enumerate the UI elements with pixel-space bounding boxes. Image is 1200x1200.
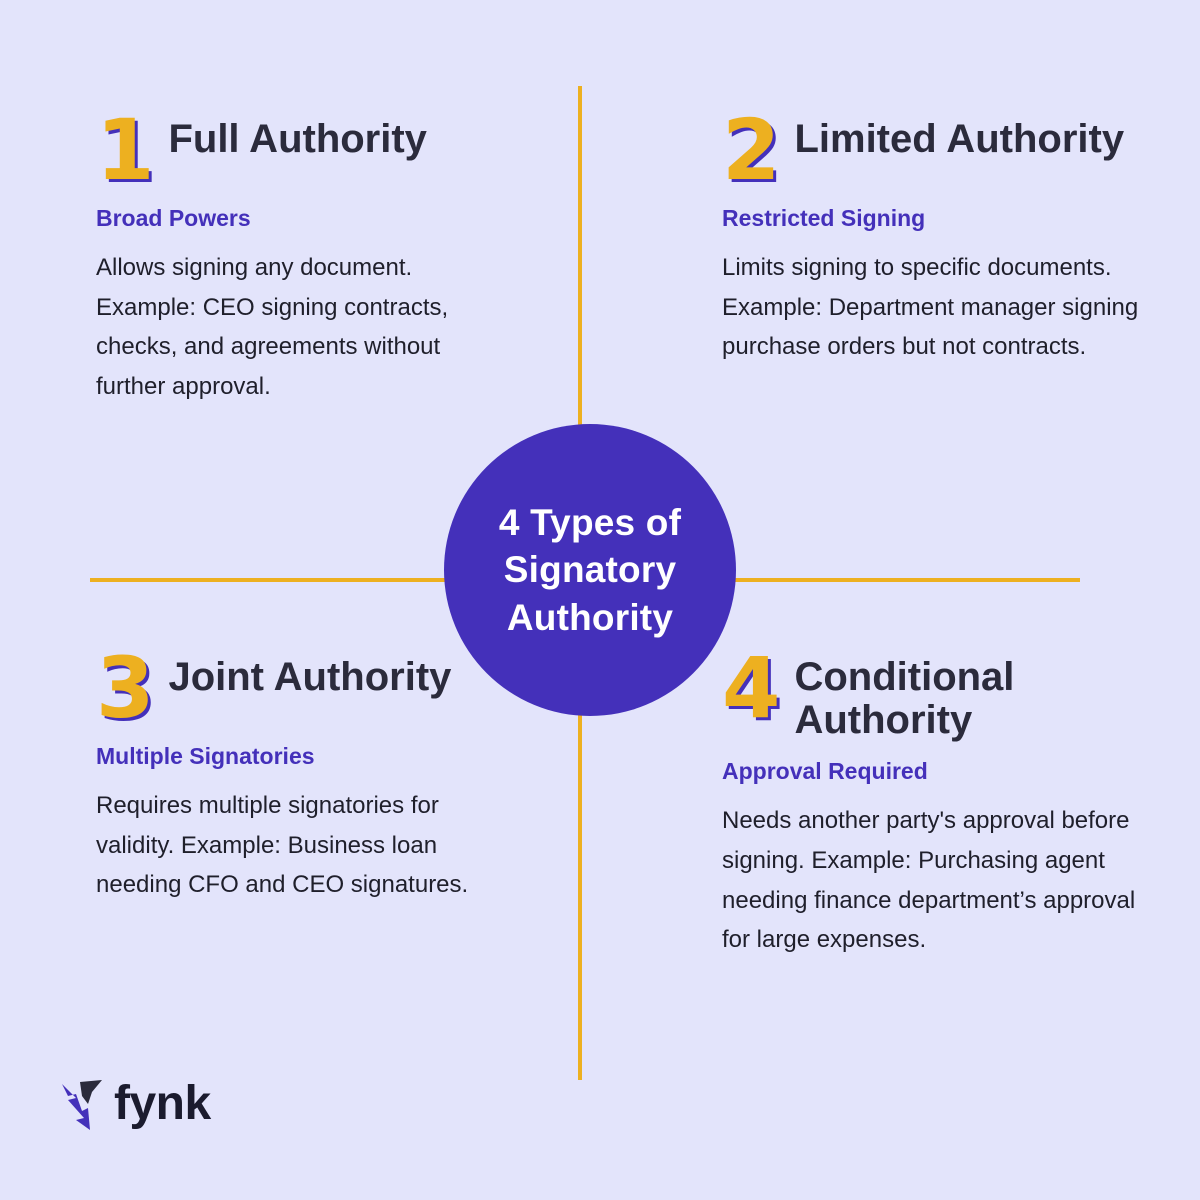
- quadrant-2-header: [722, 101, 1142, 199]
- quadrant-3-title: Joint Authority: [168, 655, 452, 699]
- quadrant-2-number: 2: [722, 101, 781, 199]
- quadrant-3-number: 3: [96, 639, 155, 737]
- center-title: 4 Types of Signatory Authority: [498, 501, 682, 638]
- quadrant-2: [722, 101, 1142, 367]
- bird-logo-icon: [58, 1078, 104, 1130]
- quadrant-4-body: Needs another party's approval before signing. Example: Purchasing agent needing finance department’s approval for large expenses.: [722, 807, 1136, 954]
- quadrant-2-subtitle: Restricted Signing: [722, 205, 926, 232]
- quadrant-4: [722, 639, 1142, 960]
- quadrant-1-body: Allows signing any document. Example: CEO signing contracts, checks, and agreements without further approval.: [96, 254, 449, 401]
- quadrant-3-header: [96, 639, 516, 737]
- brand-name: fynk: [114, 1077, 211, 1130]
- quadrant-4-subtitle: Approval Required: [722, 758, 928, 785]
- quadrant-4-title: Conditional Authority: [794, 655, 1015, 743]
- quadrant-3: [96, 639, 516, 905]
- quadrant-4-header: [722, 639, 1142, 743]
- quadrant-2-body: Limits signing to specific documents. Example: Department manager signing purchase orders but not contracts.: [722, 254, 1139, 361]
- brand-logo: [58, 1078, 211, 1130]
- quadrant-3-body: Requires multiple signatories for validity. Example: Business loan needing CFO and CEO signatures.: [96, 792, 469, 899]
- quadrant-4-number: 4: [722, 639, 781, 737]
- quadrant-1-subtitle: Broad Powers: [96, 205, 251, 232]
- quadrant-1-title: Full Authority: [168, 117, 427, 161]
- quadrant-1: [96, 101, 516, 407]
- quadrant-1-number: 1: [96, 101, 155, 199]
- quadrant-1-header: [96, 101, 516, 199]
- quadrant-3-subtitle: Multiple Signatories: [96, 743, 315, 770]
- center-hub: [444, 424, 736, 716]
- quadrant-2-title: Limited Authority: [794, 117, 1125, 161]
